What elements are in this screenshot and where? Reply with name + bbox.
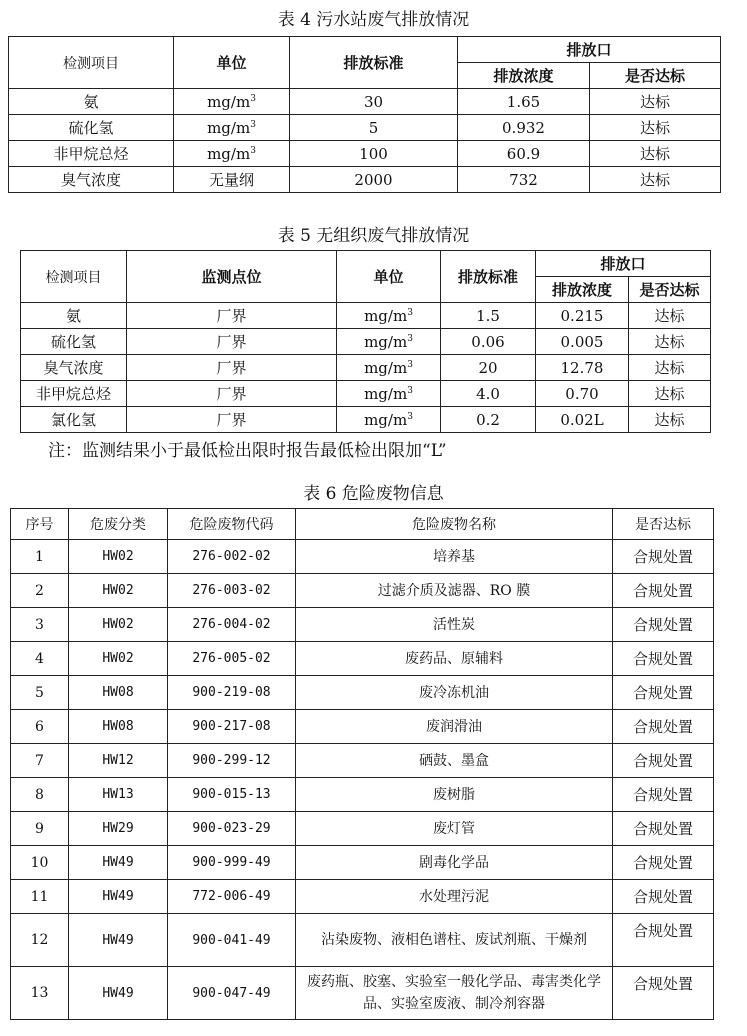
cell-unit: $mg/m^3$ [174, 141, 290, 167]
cell-code: 772-006-49 [168, 880, 296, 914]
cell-concentration: 0.02L [536, 407, 629, 433]
table5-header-outlet: 排放口 [536, 251, 711, 277]
cell-code: 276-005-02 [168, 642, 296, 676]
cell-standard: 2000 [290, 167, 458, 193]
cell-name: 硒鼓、墨盒 [296, 744, 613, 778]
cell-item: 硫化氢 [9, 115, 174, 141]
cell-name: 废树脂 [296, 778, 613, 812]
cell-concentration: 1.65 [458, 89, 590, 115]
table-row [11, 846, 714, 880]
cell-code: 276-002-02 [168, 540, 296, 574]
cell-compliance: 达标 [590, 115, 721, 141]
cell-code: 900-023-29 [168, 812, 296, 846]
cell-compliance: 达标 [629, 355, 711, 381]
table4-header-outlet: 排放口 [458, 37, 721, 63]
cell-no: 6 [11, 710, 69, 744]
cell-name: 废冷冻机油 [296, 676, 613, 710]
cell-name: 废药品、原辅料 [296, 642, 613, 676]
table-row [11, 574, 714, 608]
cell-no: 2 [11, 574, 69, 608]
table6-header-compliance: 是否达标 [613, 509, 714, 540]
cell-category: HW29 [69, 812, 168, 846]
table-row [11, 608, 714, 642]
cell-standard: 20 [441, 355, 536, 381]
table-row [21, 381, 711, 407]
table4-header-standard: 排放标准 [290, 37, 458, 89]
table-row [11, 967, 714, 1020]
cell-compliance: 达标 [629, 407, 711, 433]
table5-caption: 表 5 无组织废气排放情况 [277, 226, 470, 246]
cell-category: HW02 [69, 608, 168, 642]
cell-category: HW49 [69, 880, 168, 914]
table-row [11, 642, 714, 676]
cell-compliance: 达标 [590, 89, 721, 115]
cell-category: HW12 [69, 744, 168, 778]
table5-header-item: 检测项目 [21, 251, 127, 303]
table6-header-name: 危险废物名称 [296, 509, 613, 540]
cell-compliance: 合规处置 [613, 812, 714, 846]
table5-header-compliance: 是否达标 [629, 277, 711, 303]
cell-category: HW02 [69, 642, 168, 676]
cell-no: 9 [11, 812, 69, 846]
table6 [10, 508, 714, 1020]
cell-unit: $mg/m^3$ [174, 89, 290, 115]
cell-code: 276-004-02 [168, 608, 296, 642]
cell-code: 900-041-49 [168, 914, 296, 967]
cell-item: 氨 [9, 89, 174, 115]
table5-header-standard: 排放标准 [441, 251, 536, 303]
table-row [11, 710, 714, 744]
cell-name: 活性炭 [296, 608, 613, 642]
table4-header-compliance: 是否达标 [590, 63, 721, 89]
cell-unit: $mg/m^3$ [337, 303, 441, 329]
cell-point: 厂界 [127, 303, 337, 329]
cell-no: 8 [11, 778, 69, 812]
table-row [11, 540, 714, 574]
cell-category: HW08 [69, 710, 168, 744]
cell-code: 276-003-02 [168, 574, 296, 608]
cell-unit: $mg/m^3$ [337, 381, 441, 407]
cell-no: 1 [11, 540, 69, 574]
table4 [8, 36, 721, 193]
cell-item: 非甲烷总烃 [21, 381, 127, 407]
cell-category: HW02 [69, 540, 168, 574]
cell-standard: 30 [290, 89, 458, 115]
table-row [9, 115, 721, 141]
cell-standard: 0.2 [441, 407, 536, 433]
table4-caption: 表 4 污水站废气排放情况 [277, 10, 470, 30]
table-row [11, 914, 714, 967]
table-row [11, 812, 714, 846]
cell-item: 硫化氢 [21, 329, 127, 355]
cell-name: 废药瓶、胶塞、实验室一般化学品、毒害类化学品、实验室废液、制冷剂容器 [296, 967, 613, 1020]
cell-unit: $mg/m^3$ [174, 115, 290, 141]
cell-code: 900-015-13 [168, 778, 296, 812]
table-row [9, 141, 721, 167]
cell-name: 废润滑油 [296, 710, 613, 744]
cell-compliance: 达标 [629, 303, 711, 329]
cell-code: 900-047-49 [168, 967, 296, 1020]
cell-concentration: 0.005 [536, 329, 629, 355]
cell-item: 氯化氢 [21, 407, 127, 433]
cell-no: 4 [11, 642, 69, 676]
cell-compliance: 达标 [629, 329, 711, 355]
cell-compliance: 合规处置 [613, 676, 714, 710]
cell-unit: $mg/m^3$ [337, 329, 441, 355]
table-row [11, 778, 714, 812]
cell-no: 11 [11, 880, 69, 914]
cell-compliance: 合规处置 [613, 574, 714, 608]
cell-name: 沾染废物、液相色谱柱、废试剂瓶、干燥剂 [296, 914, 613, 967]
cell-category: HW08 [69, 676, 168, 710]
table-row [11, 676, 714, 710]
cell-name: 水处理污泥 [296, 880, 613, 914]
cell-concentration: 60.9 [458, 141, 590, 167]
cell-unit: 无量纲 [174, 167, 290, 193]
cell-item: 臭气浓度 [9, 167, 174, 193]
cell-code: 900-299-12 [168, 744, 296, 778]
cell-compliance: 合规处置 [613, 540, 714, 574]
table5 [20, 250, 711, 433]
cell-category: HW49 [69, 967, 168, 1020]
cell-code: 900-999-49 [168, 846, 296, 880]
table-row [11, 744, 714, 778]
table-row [11, 880, 714, 914]
cell-compliance: 合规处置 [613, 608, 714, 642]
table6-header-code: 危险废物代码 [168, 509, 296, 540]
cell-category: HW02 [69, 574, 168, 608]
table-row [21, 355, 711, 381]
cell-compliance: 合规处置 [613, 710, 714, 744]
table4-header-unit: 单位 [174, 37, 290, 89]
table-row [21, 407, 711, 433]
cell-name: 废灯管 [296, 812, 613, 846]
cell-concentration: 12.78 [536, 355, 629, 381]
cell-standard: 100 [290, 141, 458, 167]
table6-header-no: 序号 [11, 509, 69, 540]
cell-point: 厂界 [127, 329, 337, 355]
cell-compliance: 达标 [590, 141, 721, 167]
table-row [9, 167, 721, 193]
cell-compliance: 合规处置 [613, 846, 714, 880]
cell-point: 厂界 [127, 355, 337, 381]
table5-header-point: 监测点位 [127, 251, 337, 303]
cell-concentration: 0.70 [536, 381, 629, 407]
cell-no: 7 [11, 744, 69, 778]
table6-header-category: 危废分类 [69, 509, 168, 540]
cell-standard: 1.5 [441, 303, 536, 329]
cell-name: 培养基 [296, 540, 613, 574]
cell-point: 厂界 [127, 407, 337, 433]
cell-no: 13 [11, 967, 69, 1020]
cell-standard: 0.06 [441, 329, 536, 355]
table6-caption: 表 6 危险废物信息 [303, 484, 444, 504]
cell-code: 900-217-08 [168, 710, 296, 744]
cell-no: 3 [11, 608, 69, 642]
cell-compliance: 合规处置 [613, 642, 714, 676]
cell-concentration: 0.215 [536, 303, 629, 329]
cell-point: 厂界 [127, 381, 337, 407]
cell-compliance: 合规处置 [613, 744, 714, 778]
table5-header-unit: 单位 [337, 251, 441, 303]
cell-no: 12 [11, 914, 69, 967]
cell-code: 900-219-08 [168, 676, 296, 710]
cell-category: HW49 [69, 846, 168, 880]
cell-standard: 4.0 [441, 381, 536, 407]
table4-header-concentration: 排放浓度 [458, 63, 590, 89]
cell-compliance: 合规处置 [613, 880, 714, 914]
table4-header-item: 检测项目 [9, 37, 174, 89]
cell-compliance: 达标 [590, 167, 721, 193]
cell-no: 10 [11, 846, 69, 880]
table-row [9, 89, 721, 115]
cell-standard: 5 [290, 115, 458, 141]
table-row [21, 303, 711, 329]
cell-name: 过滤介质及滤器、RO 膜 [296, 574, 613, 608]
cell-unit: $mg/m^3$ [337, 355, 441, 381]
table5-note: 注：监测结果小于最低检出限时报告最低检出限加“L” [48, 441, 447, 461]
cell-category: HW13 [69, 778, 168, 812]
cell-item: 氨 [21, 303, 127, 329]
cell-concentration: 0.932 [458, 115, 590, 141]
cell-concentration: 732 [458, 167, 590, 193]
table5-header-concentration: 排放浓度 [536, 277, 629, 303]
cell-name: 剧毒化学品 [296, 846, 613, 880]
cell-compliance: 合规处置 [613, 778, 714, 812]
cell-item: 臭气浓度 [21, 355, 127, 381]
cell-compliance: 合规处置 [613, 914, 714, 967]
cell-compliance: 合规处置 [613, 967, 714, 1020]
cell-unit: $mg/m^3$ [337, 407, 441, 433]
table-row [21, 329, 711, 355]
cell-compliance: 达标 [629, 381, 711, 407]
cell-no: 5 [11, 676, 69, 710]
cell-item: 非甲烷总烃 [9, 141, 174, 167]
cell-category: HW49 [69, 914, 168, 967]
